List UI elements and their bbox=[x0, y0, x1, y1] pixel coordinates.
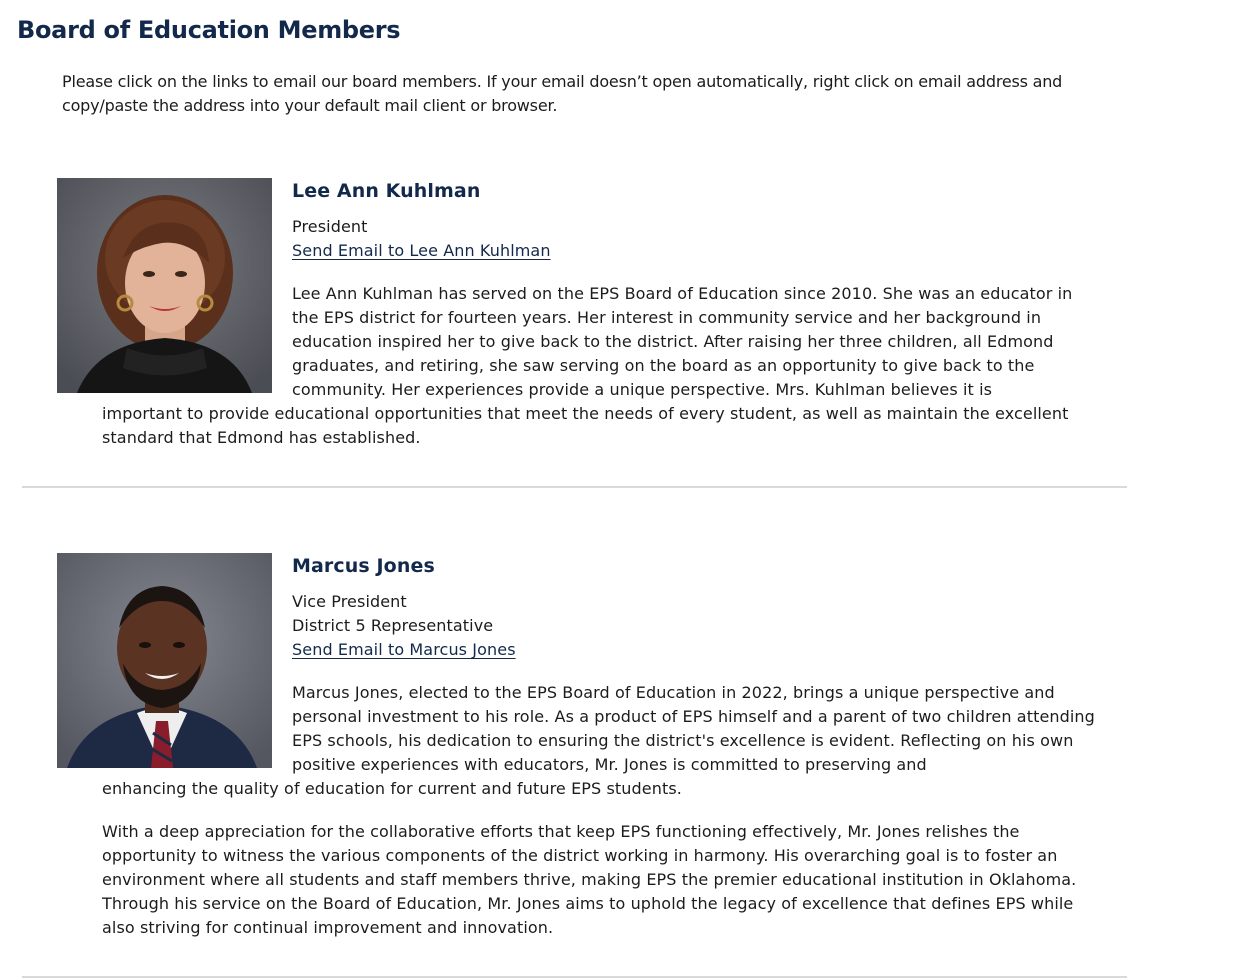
member-name: Lee Ann Kuhlman bbox=[292, 180, 481, 202]
member-role: Vice President bbox=[292, 592, 407, 611]
member-bio-continued: enhancing the quality of education for current and future EPS students. bbox=[102, 779, 682, 798]
member-role: President bbox=[292, 217, 368, 236]
member-photo-kuhlman bbox=[57, 178, 272, 393]
page-title: Board of Education Members bbox=[17, 16, 401, 44]
portrait-woman-image bbox=[57, 178, 272, 393]
member-bio-paragraph-2: With a deep appreciation for the collaborative efforts that keep EPS functioning effectively, Mr. Jones relishes the opportunity to witness the various components of the district working in harmony. His overarching goal is to foster an environment where all students and staff members thrive, making EPS the premier educational institution in Oklahoma. Through his service on the Board of Education, Mr. Jones aims to uphold the legacy of excellence that defines EPS while also striving for continual improvement and innovation. bbox=[102, 822, 1077, 937]
member-photo-jones bbox=[57, 553, 272, 768]
send-email-link-jones[interactable]: Send Email to Marcus Jones bbox=[292, 640, 516, 659]
member-bio: Marcus Jones, elected to the EPS Board of Education in 2022, brings a unique perspective and personal investment to his role. As a product of EPS himself and a parent of two children attending EPS schools, his dedication to ensuring the district's excellence is evident. Reflecting on his own positive experiences with educators, Mr. Jones is committed to preserving and bbox=[292, 683, 1095, 774]
member-district: District 5 Representative bbox=[292, 616, 494, 635]
member-card-kuhlman bbox=[57, 178, 1097, 450]
member-name: Marcus Jones bbox=[292, 555, 435, 577]
member-bio: Lee Ann Kuhlman has served on the EPS Board of Education since 2010. She was an educator in the EPS district for fourteen years. Her interest in community service and her background in education inspired her to give back to the district. After raising her three children, all Edmond graduates, and retiring, she saw serving on the board as an opportunity to give back to the community. Her experiences provide a unique perspective. Mrs. Kuhlman believes it is bbox=[292, 284, 1073, 399]
section-divider bbox=[22, 486, 1127, 488]
member-card-jones bbox=[57, 553, 1097, 940]
intro-text: Please click on the links to email our board members. If your email doesn’t open automatically, right click on email address and copy/paste the address into your default mail client or browser. bbox=[62, 72, 1063, 115]
member-bio-continued: important to provide educational opportunities that meet the needs of every student, as well as maintain the excellent standard that Edmond has established. bbox=[102, 404, 1069, 447]
send-email-link-kuhlman[interactable]: Send Email to Lee Ann Kuhlman bbox=[292, 241, 551, 260]
portrait-man-image bbox=[57, 553, 272, 768]
